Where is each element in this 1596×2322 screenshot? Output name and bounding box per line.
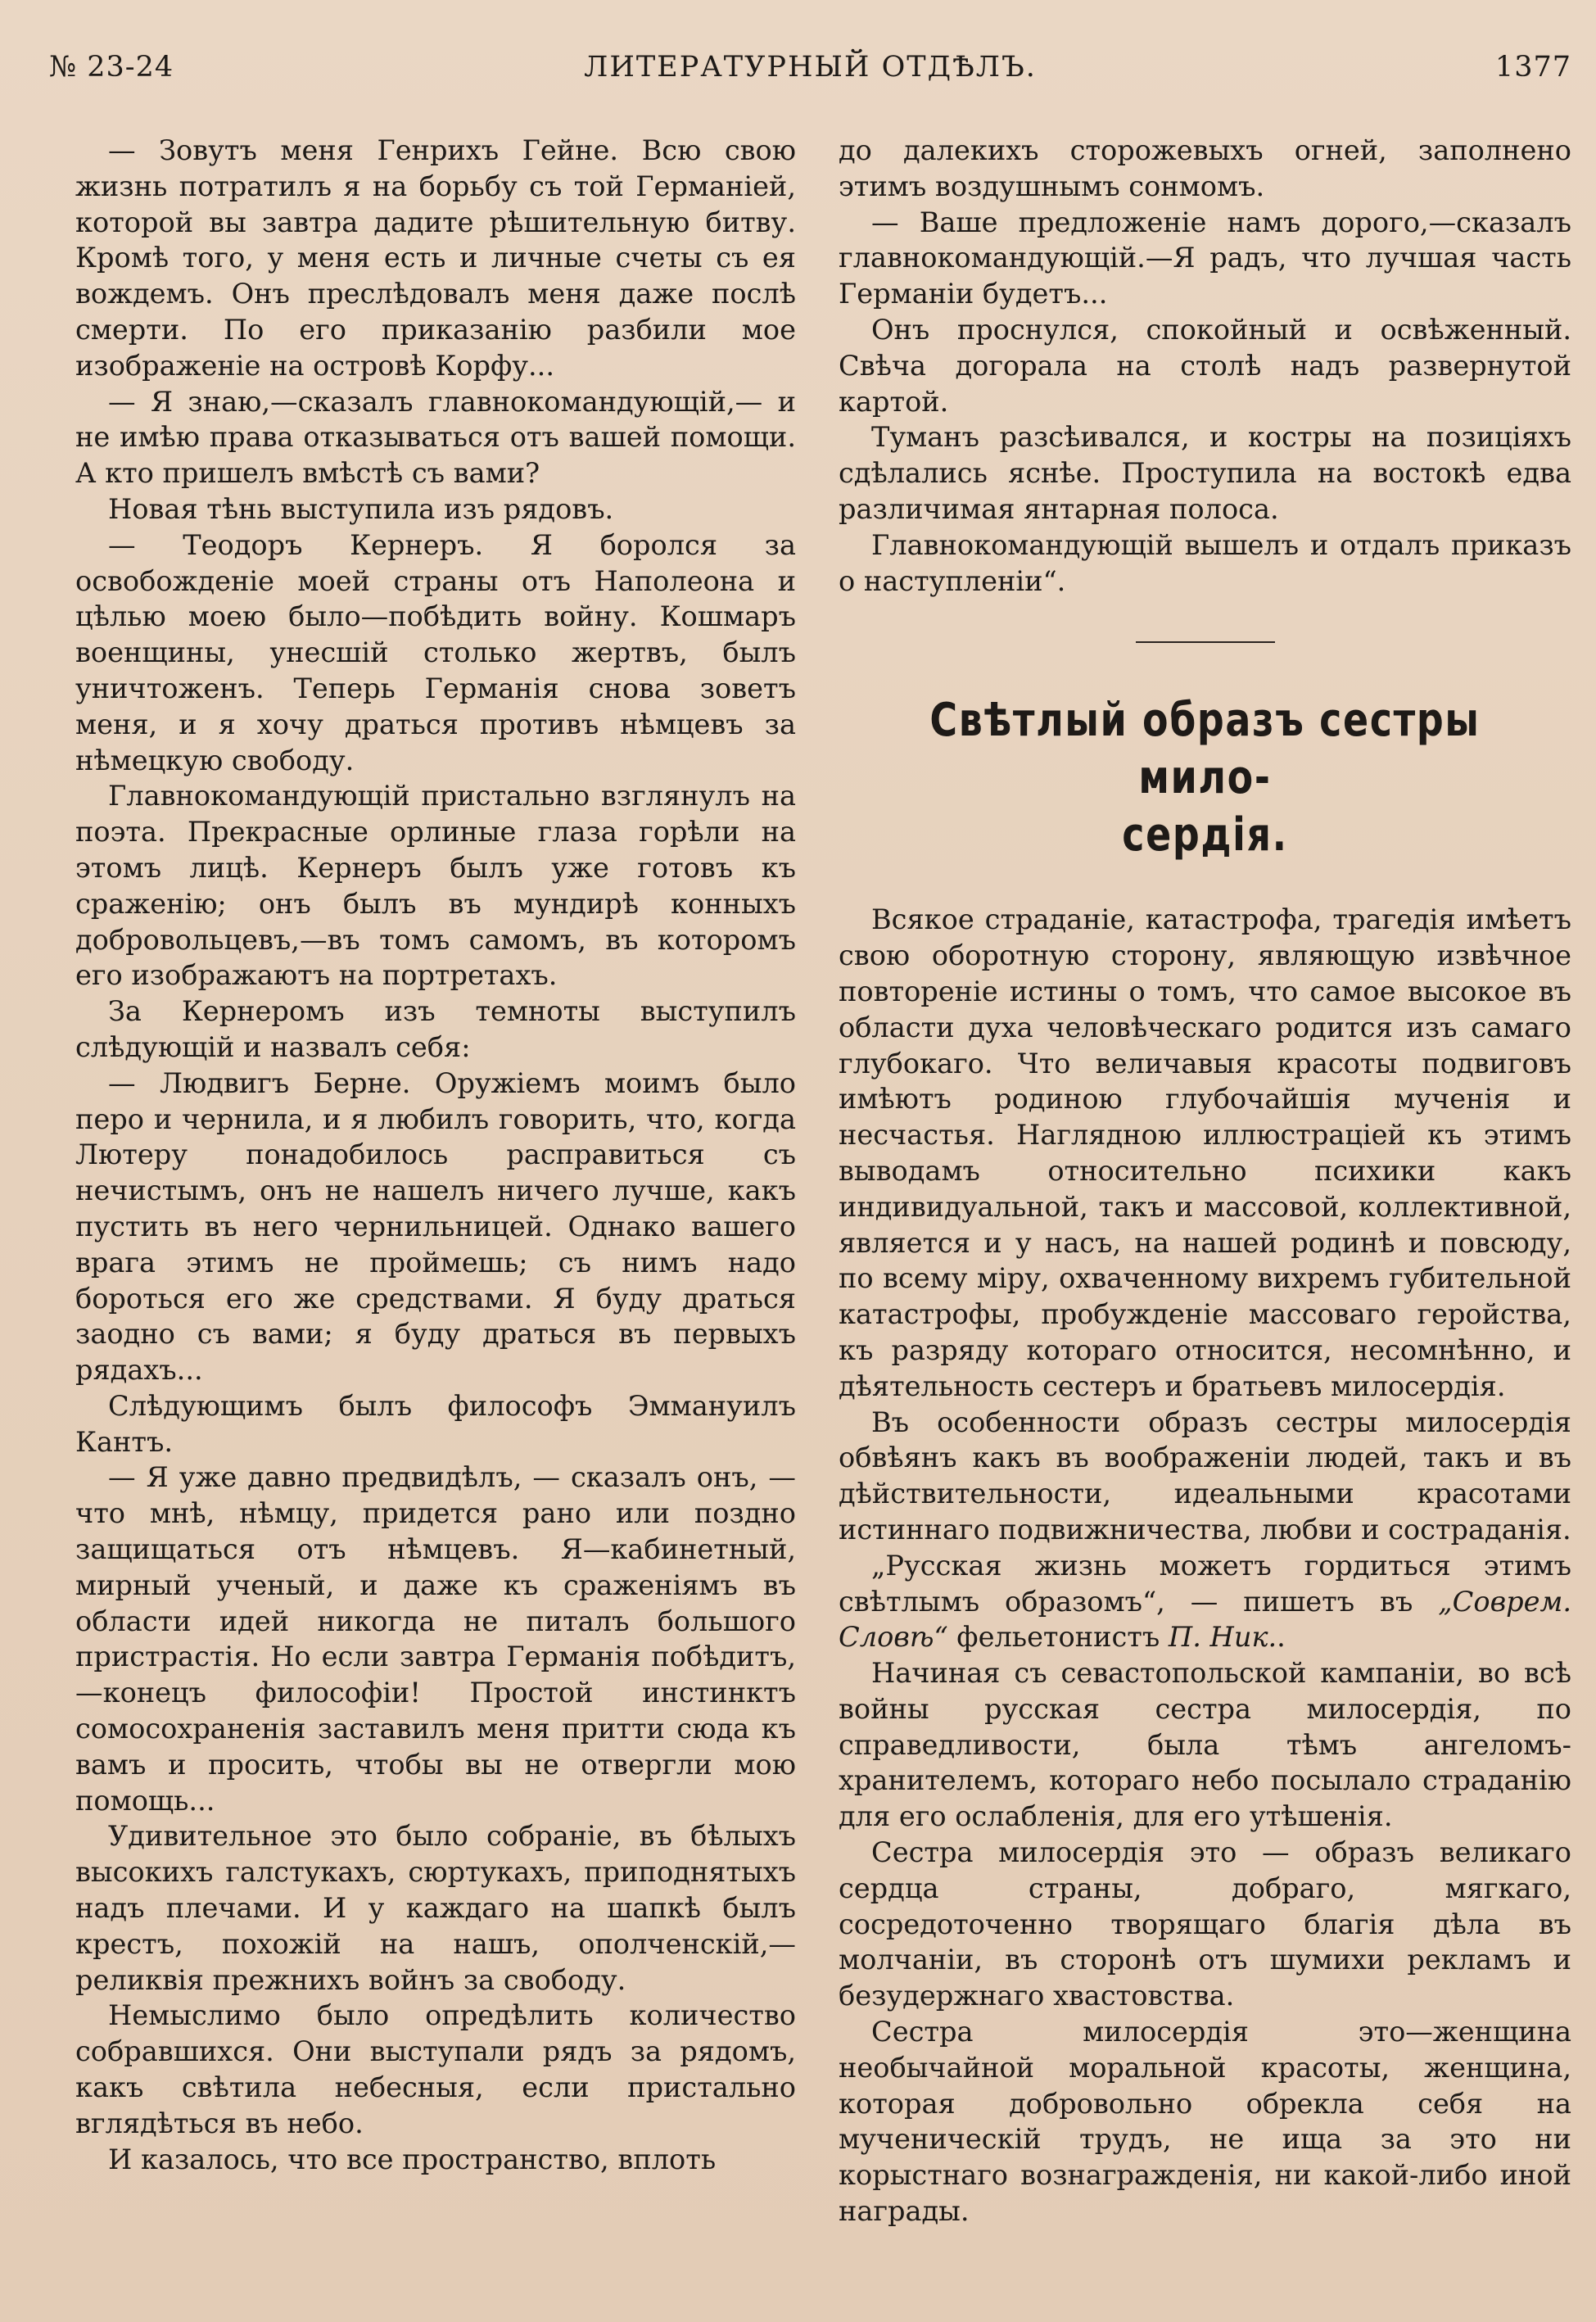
paragraph: Всякое страданіе, катастрофа, трагедія имѣетъ свою оборотную сторону, являющую извѣчное повтореніе истины о томъ, что самое высокое въ области духа человѣческаго родится изъ самаго глубокаго. Что величавыя красоты подвиговъ имѣютъ родиною глубочайшія мученія и несчастья. Наглядною иллюстраціей къ этимъ выводамъ относительно психики какъ индивидуальной, такъ и массовой, коллективной, является и у насъ, на нашей родинѣ и повсюду, по всему міру, охваченному вихремъ губительной катастрофы, пробужденіе массоваго геройства, къ разряду котораго относится, несомнѣнно, и дѣятельность сестеръ и братьевъ милосердія.: [839, 903, 1571, 1402]
paragraph: Главнокомандующій вышелъ и отдалъ приказъ о наступленіи“.: [839, 528, 1571, 597]
paragraph: — Людвигъ Берне. Оружіемъ моимъ было перо и чернила, и я любилъ говорить, что, когда Лютеру понадобилось расправиться съ нечистымъ, онъ не нашелъ ничего лучше, какъ пустить въ него чернильницей. Однако вашего врага этимъ не проймешь; съ нимъ надо бороться его же средствами. Я буду драться заодно съ вами; я буду драться въ первыхъ рядахъ...: [75, 1066, 796, 1387]
paragraph: Немыслимо было опредѣлить количество собравшихся. Они выступали рядъ за рядомъ, какъ свѣтила небесныя, если пристально вглядѣться въ небо.: [75, 1999, 796, 2139]
issue-number: № 23-24: [49, 51, 174, 84]
paragraph: За Кернеромъ изъ темноты выступилъ слѣдующій и назвалъ себя:: [75, 995, 796, 1063]
paragraph: — Я знаю,—сказалъ главнокомандующій,— и не имѣю права отказываться отъ вашей помощи. А кто пришелъ вмѣстѣ съ вами?: [75, 385, 796, 490]
paragraph: — Зовутъ меня Генрихъ Гейне. Всю свою жизнь потратилъ я на борьбу съ той Германіей, которой вы завтра дадите рѣшительную битву. Кромѣ того, у меня есть и личные счеты съ ея вождемъ. Онъ преслѣдовалъ меня даже послѣ смерти. По его приказанію разбили мое изображеніе на островѣ Корфу...: [75, 134, 796, 382]
section-divider: [1136, 641, 1275, 643]
page-number: 1377: [1494, 51, 1571, 84]
paragraph: — Теодоръ Кернеръ. Я боролся за освобожденіе моей страны отъ Наполеона и цѣлью моею было—побѣдить войну. Кошмаръ военщины, унесшій столько жертвъ, былъ уничтоженъ. Теперь Германія снова зоветъ меня, и я хочу драться противъ нѣмцевъ за нѣмецкую свободу.: [75, 528, 796, 776]
paragraph: Сестра милосердія это—женщина необычайной моральной красоты, женщина, которая добровольно обрекла себя на мученическій трудъ, не ища за это ни корыстнаго вознагражденія, ни какой-либо иной награды.: [839, 2016, 1571, 2228]
paragraph: Новая тѣнь выступила изъ рядовъ.: [108, 492, 614, 525]
section-title: ЛИТЕРАТУРНЫЙ ОТДѢЛЪ.: [584, 51, 1037, 84]
article-title-line: сердія.: [1122, 808, 1288, 862]
quote-paragraph: „Русская жизнь можетъ гордиться этимъ свѣтлымъ образомъ“, — пишетъ въ „Соврем. Словѣ“ фельетонистъ П. Ник..: [839, 1549, 1571, 1654]
paragraph: Слѣдующимъ былъ философъ Эммануилъ Кантъ.: [75, 1389, 796, 1458]
quote-text: „Русская жизнь можетъ гордиться этимъ свѣтлымъ образомъ“, — пишетъ въ: [839, 1549, 1571, 1618]
quote-text: фельетонистъ: [947, 1621, 1169, 1654]
paragraph: И казалось, что все пространство, вплоть: [108, 2143, 717, 2175]
article-title: [905, 692, 1506, 864]
paragraph: Удивительное это было собраніе, въ бѣлыхъ высокихъ галстукахъ, сюртукахъ, приподнятыхъ надъ плечами. И у каждаго на шапкѣ былъ крестъ, похожій на нашъ, ополченскій,—реликвія прежнихъ войнъ за свободу.: [75, 1820, 796, 1996]
paragraph: Начиная съ севастопольской кампаніи, во всѣ войны русская сестра милосердія, по справедливости, была тѣмъ ангеломъ-хранителемъ, котораго небо посылало страданію для его ослабленія, для его утѣшенія.: [839, 1657, 1571, 1833]
running-header: [49, 51, 1571, 100]
paragraph: до далекихъ сторожевыхъ огней, заполнено этимъ воздушнымъ сонмомъ.: [839, 134, 1571, 202]
left-column: [75, 133, 796, 2177]
quote-author: П. Ник.: [1168, 1621, 1277, 1654]
paragraph: Сестра милосердія это — образъ великаго сердца страны, добраго, мягкаго, сосредоточенно творящаго благія дѣла въ молчаніи, въ сторонѣ отъ шумихи рекламъ и безудержнаго хвастовства.: [839, 1836, 1571, 2012]
article-title-line: Свѣтлый образъ сестры мило-: [929, 694, 1481, 805]
quote-source: „Соврем. Словѣ“: [839, 1585, 1571, 1654]
paragraph: — Я уже давно предвидѣлъ, — сказалъ онъ, — что мнѣ, нѣмцу, придется рано или поздно защищаться отъ нѣмцевъ. Я—кабинетный, мирный ученый, и даже къ сраженіямъ въ области идей никогда не питалъ большого пристрастія. Но если завтра Германія побѣдитъ,—конецъ философіи! Простой инстинктъ сомосохраненія заставилъ меня притти сюда къ вамъ и просить, чтобы вы не отвергли мою помощь...: [75, 1461, 796, 1817]
paragraph: Главнокомандующій пристально взглянулъ на поэта. Прекрасные орлиные глаза горѣли на этомъ лицѣ. Кернеръ былъ уже готовъ къ сраженію; онъ былъ въ мундирѣ конныхъ добровольцевъ,—въ томъ самомъ, въ которомъ его изображаютъ на портретахъ.: [75, 780, 796, 992]
paragraph: Туманъ разсѣивался, и костры на позиціяхъ сдѣлались яснѣе. Проступила на востокѣ едва различимая янтарная полоса.: [839, 421, 1571, 525]
paragraph: — Ваше предложеніе намъ дорого,—сказалъ главнокомандующій.—Я радъ, что лучшая часть Германіи будетъ...: [839, 206, 1571, 310]
right-column: [839, 133, 1571, 2229]
paragraph: Въ особенности образъ сестры милосердія обвѣянъ какъ въ воображеніи людей, такъ и въ дѣйствительности, идеальными красотами истиннаго подвижничества, любви и состраданія.: [839, 1405, 1571, 1546]
paragraph: Онъ проснулся, спокойный и освѣженный. Свѣча догорала на столѣ надъ развернутой картой.: [839, 313, 1571, 418]
